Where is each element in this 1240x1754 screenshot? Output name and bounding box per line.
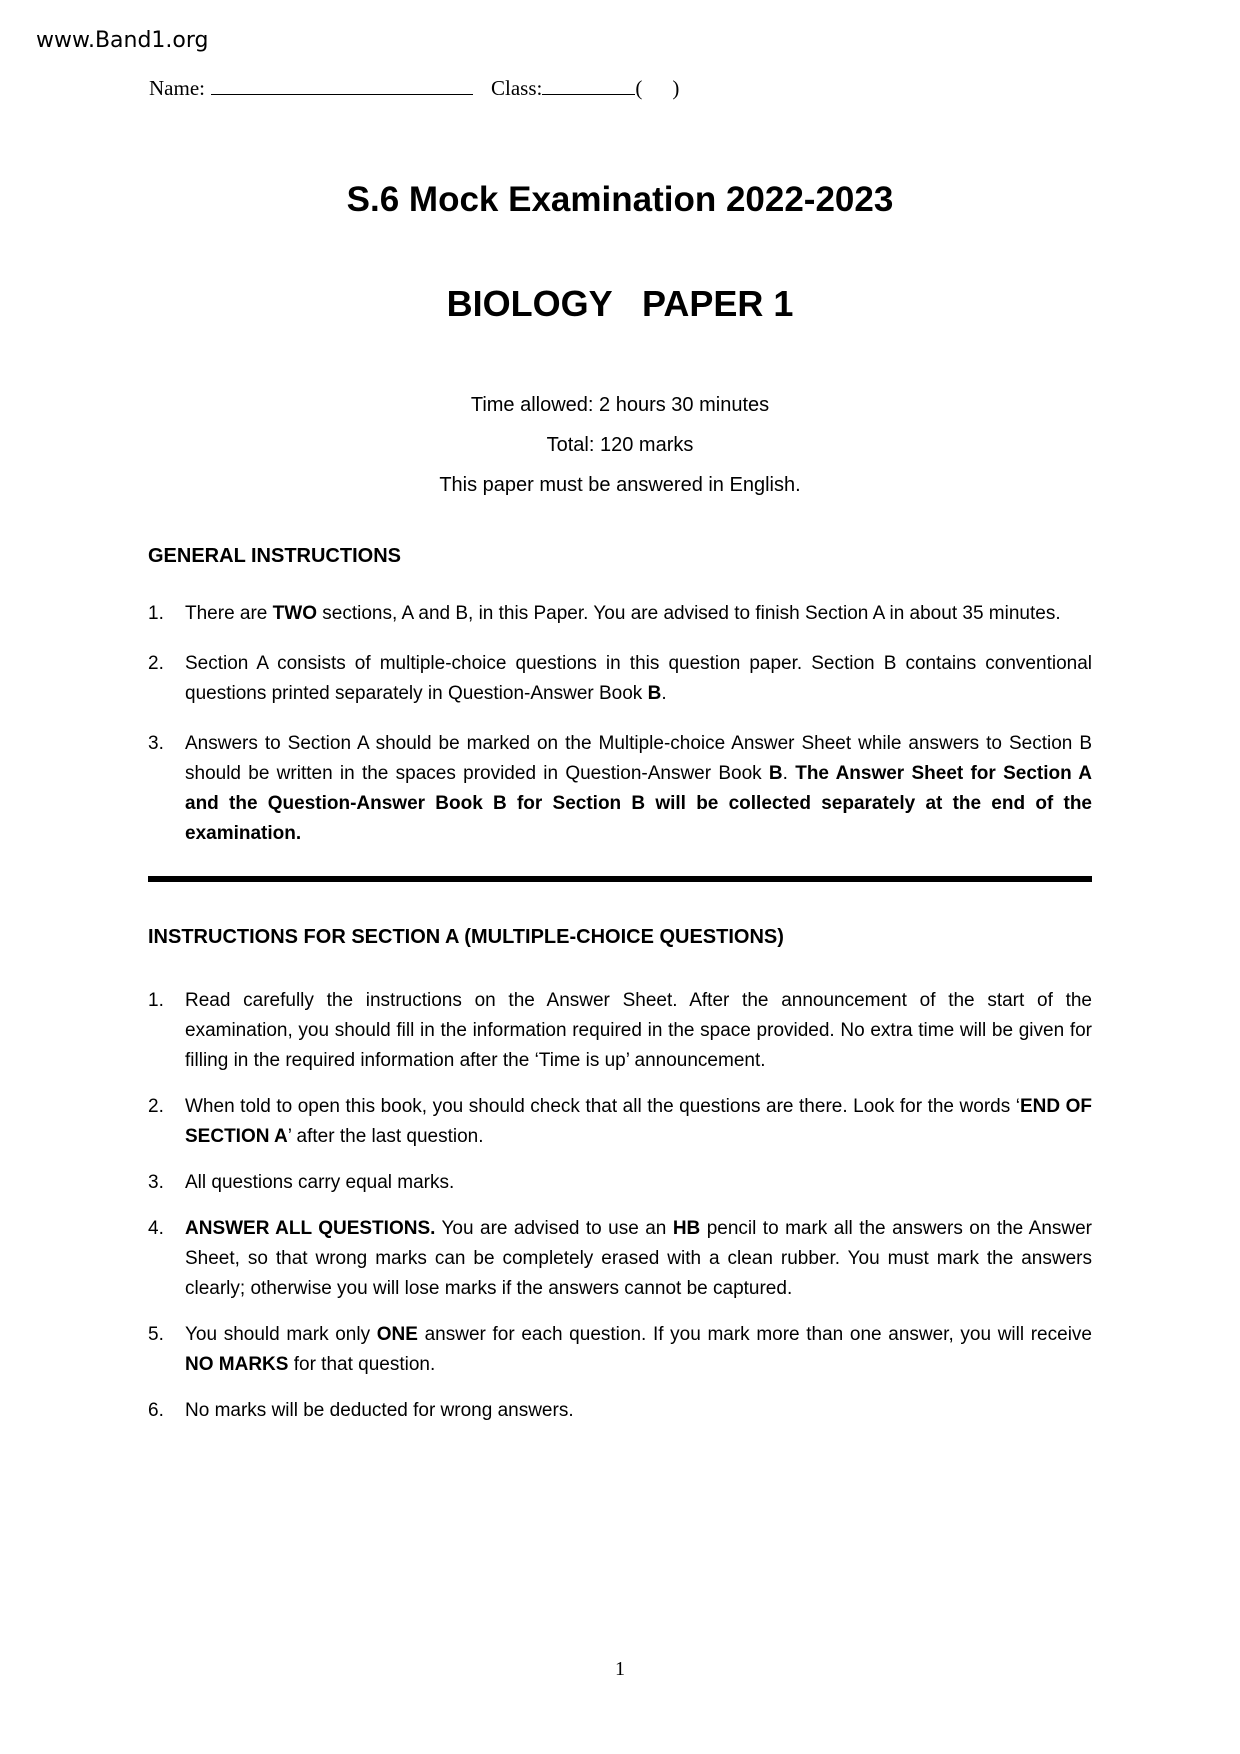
name-label: Name: <box>149 76 205 100</box>
item-number: 6. <box>148 1400 164 1421</box>
list-item <box>148 649 1092 709</box>
item-text: No marks will be deducted for wrong answers. <box>185 1400 574 1421</box>
list-item <box>148 986 1092 1076</box>
page-number: 1 <box>615 1658 625 1680</box>
item-text: Answers to Section A should be marked on the Multiple-choice Answer Sheet while answers to Section B should be written in the spaces provided in Question-Answer Book B. The Answer Sheet for Section A and the Question-Answer Book B for Section B will be collected separately at the end of the examination. <box>185 733 1092 844</box>
class-paren-close: ) <box>672 76 680 100</box>
item-number: 2. <box>148 653 164 674</box>
item-text: When told to open this book, you should check that all the questions are there. Look for the words ‘END OF SECTION A’ after the last question. <box>185 1096 1093 1147</box>
item-text: ANSWER ALL QUESTIONS. You are advised to use an HB pencil to mark all the answers on the Answer Sheet, so that wrong marks can be completely erased with a clean rubber. You must mark the answers clearly; otherwise you will lose marks if the answers cannot be captured. <box>185 1218 1093 1299</box>
site-watermark: www.Band1.org <box>36 28 209 53</box>
item-text: You should mark only ONE answer for each question. If you mark more than one answer, you will receive NO MARKS for that question. <box>185 1324 1092 1375</box>
section-a-instructions-heading: INSTRUCTIONS FOR SECTION A (MULTIPLE-CHOICE QUESTIONS) <box>148 926 784 948</box>
class-label: Class: <box>490 76 543 100</box>
item-text: Section A consists of multiple-choice questions in this question paper. Section B contains conventional questions printed separately in Question-Answer Book B. <box>185 653 1092 704</box>
item-text: All questions carry equal marks. <box>185 1172 455 1193</box>
item-number: 1. <box>148 990 164 1011</box>
exam-title: S.6 Mock Examination 2022-2023 <box>346 180 894 219</box>
item-text: Read carefully the instructions on the Answer Sheet. After the announcement of the start of the examination, you should fill in the information required in the space provided. No extra time will be given for filling in the required information after the ‘Time is up’ announcement. <box>185 990 1092 1071</box>
item-number: 2. <box>148 1096 164 1117</box>
list-item <box>148 1396 1092 1426</box>
list-item <box>148 1320 1092 1380</box>
exam-meta <box>148 385 1092 505</box>
section-divider-rule <box>148 876 1092 882</box>
item-number: 3. <box>148 733 164 754</box>
list-item <box>148 1168 1092 1198</box>
class-paren-open: ( <box>635 76 643 100</box>
general-instructions-list <box>148 599 1092 849</box>
item-number: 5. <box>148 1324 164 1345</box>
list-item <box>148 729 1092 849</box>
section-a-instructions-list <box>148 986 1092 1426</box>
list-item <box>148 599 1092 629</box>
language-note: This paper must be answered in English. <box>439 474 801 496</box>
item-text: There are TWO sections, A and B, in this Paper. You are advised to finish Section A in about 35 minutes. <box>185 603 1061 624</box>
subject-title: BIOLOGY PAPER 1 <box>446 283 794 324</box>
item-number: 4. <box>148 1218 164 1239</box>
item-number: 3. <box>148 1172 164 1193</box>
list-item <box>148 1092 1092 1152</box>
time-allowed: Time allowed: 2 hours 30 minutes <box>470 394 770 416</box>
total-marks: Total: 120 marks <box>546 434 694 456</box>
document-content <box>148 0 1092 1426</box>
list-item <box>148 1214 1092 1304</box>
item-number: 1. <box>148 603 164 624</box>
general-instructions-heading: GENERAL INSTRUCTIONS <box>148 545 401 567</box>
